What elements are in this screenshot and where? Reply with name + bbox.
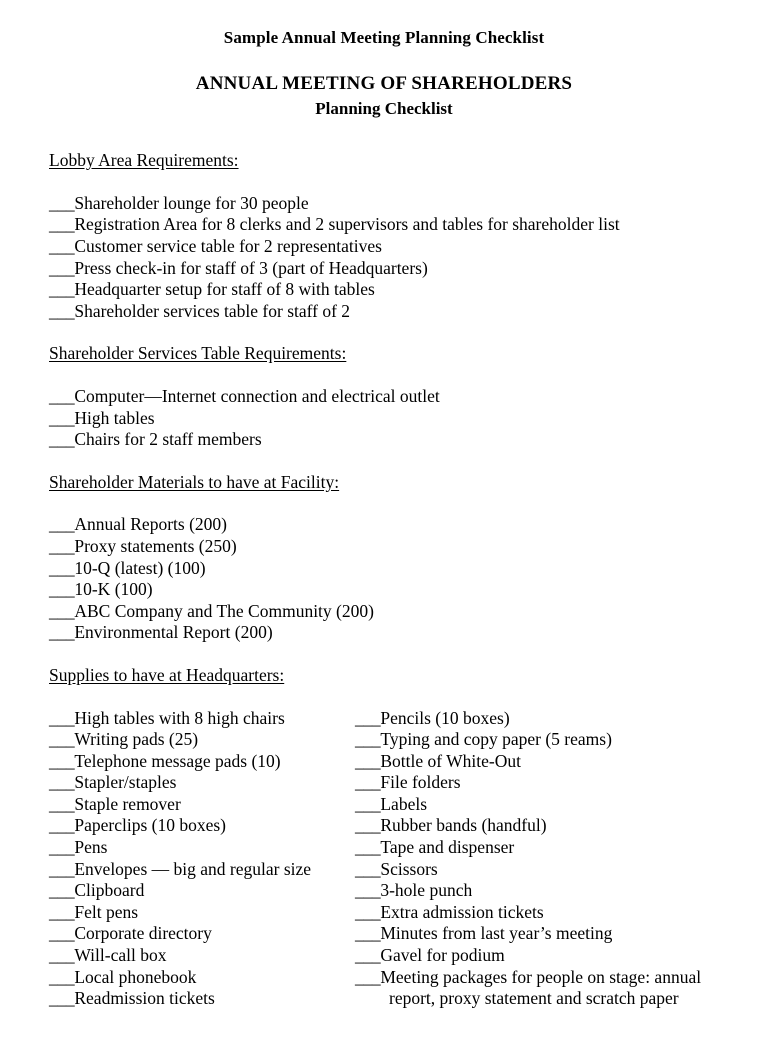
checklist-item[interactable] [49, 729, 359, 751]
checklist-item[interactable] [49, 301, 738, 323]
checkbox-blank[interactable]: ___ [49, 707, 75, 728]
checklist-item[interactable] [49, 514, 738, 536]
section-heading-row [49, 343, 738, 365]
checkbox-blank[interactable]: ___ [49, 837, 75, 858]
checklist-item[interactable] [49, 902, 359, 924]
checklist-item-label: Local phonebook [74, 966, 197, 987]
checklist-item[interactable] [355, 967, 735, 1010]
checklist-item-label: Extra admission tickets [380, 901, 544, 922]
checklist-item[interactable] [355, 859, 735, 881]
checklist-item[interactable] [49, 386, 738, 408]
checklist-item-label: Bottle of White-Out [380, 750, 521, 771]
section-lobby-area [49, 150, 738, 322]
checkbox-blank[interactable]: ___ [49, 858, 75, 879]
checkbox-blank[interactable]: ___ [49, 279, 75, 300]
checkbox-blank[interactable]: ___ [49, 514, 75, 535]
section-shareholder-materials [49, 472, 738, 644]
section-supplies-headquarters [49, 665, 738, 1053]
checklist-item[interactable] [49, 880, 359, 902]
checkbox-blank[interactable]: ___ [49, 236, 75, 257]
checklist-item[interactable] [49, 988, 359, 1010]
checklist-item-label: Staple remover [74, 793, 181, 814]
section-shareholder-services-table [49, 343, 738, 450]
main-heading: ANNUAL MEETING OF SHAREHOLDERS [195, 73, 573, 95]
sub-heading: Planning Checklist [315, 99, 453, 119]
checklist-item[interactable] [49, 558, 738, 580]
checklist-item[interactable] [49, 536, 738, 558]
checkbox-blank[interactable]: ___ [49, 192, 75, 213]
section-spacer [49, 451, 738, 472]
checklist-item-label: Shareholder lounge for 30 people [74, 192, 309, 213]
checklist-item-label: Headquarter setup for staff of 8 with tables [74, 279, 375, 300]
checkbox-blank[interactable]: ___ [49, 815, 75, 836]
checklist-item-label: Labels [380, 793, 428, 814]
checklist-item-label: Pencils (10 boxes) [380, 707, 510, 728]
checklist-item[interactable] [49, 751, 359, 773]
supplies-columns [49, 708, 738, 1054]
checkbox-blank[interactable]: ___ [49, 407, 75, 428]
checkbox-blank[interactable]: ___ [49, 880, 75, 901]
checklist-shareholder-services-table [49, 386, 738, 451]
checklist-item[interactable] [355, 902, 735, 924]
checklist-item[interactable] [355, 772, 735, 794]
checklist-item-label: Scissors [380, 858, 438, 879]
section-spacer [49, 322, 738, 343]
section-heading-row [49, 150, 738, 172]
checklist-body [0, 150, 768, 1053]
document-title: Sample Annual Meeting Planning Checklist [223, 28, 545, 47]
checklist-item-label: 10-Q (latest) (100) [74, 557, 206, 578]
checklist-item[interactable] [49, 579, 738, 601]
checkbox-blank[interactable]: ___ [49, 600, 75, 621]
checklist-item-label: Clipboard [74, 880, 145, 901]
checklist-supplies-left [49, 708, 359, 1010]
checkbox-blank[interactable]: ___ [49, 535, 75, 556]
checklist-item-label: Writing pads (25) [74, 729, 199, 750]
checklist-item[interactable] [49, 794, 359, 816]
checklist-item-label: Customer service table for 2 representatives [74, 236, 382, 257]
checklist-item[interactable] [49, 193, 738, 215]
checkbox-blank[interactable]: ___ [49, 966, 75, 987]
checklist-item-label: Envelopes — big and regular size [74, 858, 312, 879]
checklist-item-label: Environmental Report (200) [74, 622, 273, 643]
checklist-item[interactable] [49, 772, 359, 794]
checkbox-blank[interactable]: ___ [49, 622, 75, 643]
checklist-shareholder-materials [49, 514, 738, 644]
checklist-item[interactable] [49, 837, 359, 859]
checklist-item-label: Readmission tickets [74, 988, 215, 1009]
checkbox-blank[interactable]: ___ [49, 579, 75, 600]
checklist-item-label: Minutes from last year’s meeting [380, 923, 613, 944]
checklist-item-label: High tables with 8 high chairs [74, 707, 285, 728]
checkbox-blank[interactable]: ___ [355, 729, 381, 750]
checklist-lobby-area [49, 193, 738, 323]
checklist-item-label: Tape and dispenser [380, 837, 515, 858]
section-heading-row [49, 665, 738, 687]
checklist-item[interactable] [355, 815, 735, 837]
section-heading-row [49, 472, 738, 494]
checklist-item-label: 10-K (100) [74, 579, 153, 600]
checkbox-blank[interactable]: ___ [355, 837, 381, 858]
checklist-item[interactable] [355, 837, 735, 859]
checklist-item[interactable] [49, 815, 359, 837]
checkbox-blank[interactable]: ___ [49, 923, 75, 944]
checklist-item-label: Gavel for podium [380, 945, 505, 966]
checkbox-blank[interactable]: ___ [355, 707, 381, 728]
checkbox-blank[interactable]: ___ [49, 385, 75, 406]
checkbox-blank[interactable]: ___ [355, 880, 381, 901]
checkbox-blank[interactable]: ___ [355, 772, 381, 793]
checklist-item[interactable] [355, 794, 735, 816]
checklist-item[interactable] [49, 408, 738, 430]
checkbox-blank[interactable]: ___ [49, 557, 75, 578]
checklist-item-label: Stapler/staples [74, 772, 177, 793]
checkbox-blank[interactable]: ___ [355, 945, 381, 966]
checklist-item-label: Rubber bands (handful) [380, 815, 547, 836]
checklist-item[interactable] [49, 258, 738, 280]
checklist-item[interactable] [49, 622, 738, 644]
checkbox-blank[interactable]: ___ [49, 793, 75, 814]
checklist-item-label: Shareholder services table for staff of 2 [74, 300, 351, 321]
checklist-item[interactable] [49, 708, 359, 730]
checklist-item[interactable] [49, 859, 359, 881]
checklist-item-label: File folders [380, 772, 461, 793]
checklist-item[interactable] [49, 279, 738, 301]
checklist-item-label: Felt pens [74, 901, 139, 922]
checklist-item-label: Will-call box [74, 945, 167, 966]
section-title-lobby-area: Lobby Area Requirements: [49, 150, 239, 171]
checklist-item-label: Computer—Internet connection and electrical outlet [74, 385, 440, 406]
checklist-item[interactable] [355, 945, 735, 967]
checkbox-blank[interactable]: ___ [49, 901, 75, 922]
checklist-item-label: Meeting packages for people on stage: annual report, proxy statement and scratch paper [380, 966, 702, 1009]
section-title-shareholder-materials: Shareholder Materials to have at Facility: [49, 471, 340, 492]
checklist-item-label: High tables [74, 407, 155, 428]
checkbox-blank[interactable]: ___ [355, 750, 381, 771]
section-title-supplies-headquarters: Supplies to have at Headquarters: [49, 664, 285, 685]
checklist-item-label: Telephone message pads (10) [74, 750, 281, 771]
checklist-item[interactable] [49, 967, 359, 989]
checklist-item-label: Paperclips (10 boxes) [74, 815, 226, 836]
checklist-item-label: Corporate directory [74, 923, 212, 944]
checklist-item[interactable] [49, 945, 359, 967]
checkbox-blank[interactable]: ___ [355, 793, 381, 814]
checklist-item-label: Registration Area for 8 clerks and 2 supervisors and tables for shareholder list [74, 214, 620, 235]
checkbox-blank[interactable]: ___ [49, 729, 75, 750]
checklist-item[interactable] [49, 236, 738, 258]
checkbox-blank[interactable]: ___ [49, 429, 75, 450]
section-spacer [49, 644, 738, 665]
checklist-supplies-right [355, 708, 735, 1010]
checkbox-blank[interactable]: ___ [355, 858, 381, 879]
checklist-item[interactable] [355, 751, 735, 773]
checklist-item-label: Pens [74, 837, 108, 858]
section-title-shareholder-services-table: Shareholder Services Table Requirements: [49, 343, 347, 364]
checklist-item[interactable] [355, 729, 735, 751]
checkbox-blank[interactable]: ___ [49, 300, 75, 321]
title-block [0, 0, 768, 120]
checklist-item[interactable] [49, 429, 738, 451]
checklist-item[interactable] [49, 601, 738, 623]
checkbox-blank[interactable]: ___ [49, 988, 75, 1009]
checkbox-blank[interactable]: ___ [49, 772, 75, 793]
checkbox-blank[interactable]: ___ [355, 815, 381, 836]
checklist-item[interactable] [49, 923, 359, 945]
checklist-item[interactable] [49, 214, 738, 236]
checklist-item-label: Typing and copy paper (5 reams) [380, 729, 612, 750]
checklist-item-label: Press check-in for staff of 3 (part of Headquarters) [74, 257, 428, 278]
checklist-item[interactable] [355, 923, 735, 945]
checkbox-blank[interactable]: ___ [49, 214, 75, 235]
checkbox-blank[interactable]: ___ [49, 257, 75, 278]
checkbox-blank[interactable]: ___ [49, 750, 75, 771]
checkbox-blank[interactable]: ___ [355, 966, 381, 987]
checklist-item-label: Chairs for 2 staff members [74, 429, 262, 450]
checklist-item-label: ABC Company and The Community (200) [74, 600, 374, 621]
checkbox-blank[interactable]: ___ [355, 901, 381, 922]
checklist-item-label: Annual Reports (200) [74, 514, 227, 535]
checklist-item-label: Proxy statements (250) [74, 535, 237, 556]
checkbox-blank[interactable]: ___ [49, 945, 75, 966]
checklist-item[interactable] [355, 880, 735, 902]
checkbox-blank[interactable]: ___ [355, 923, 381, 944]
checklist-item[interactable] [355, 708, 735, 730]
checklist-item-label: 3-hole punch [380, 880, 473, 901]
